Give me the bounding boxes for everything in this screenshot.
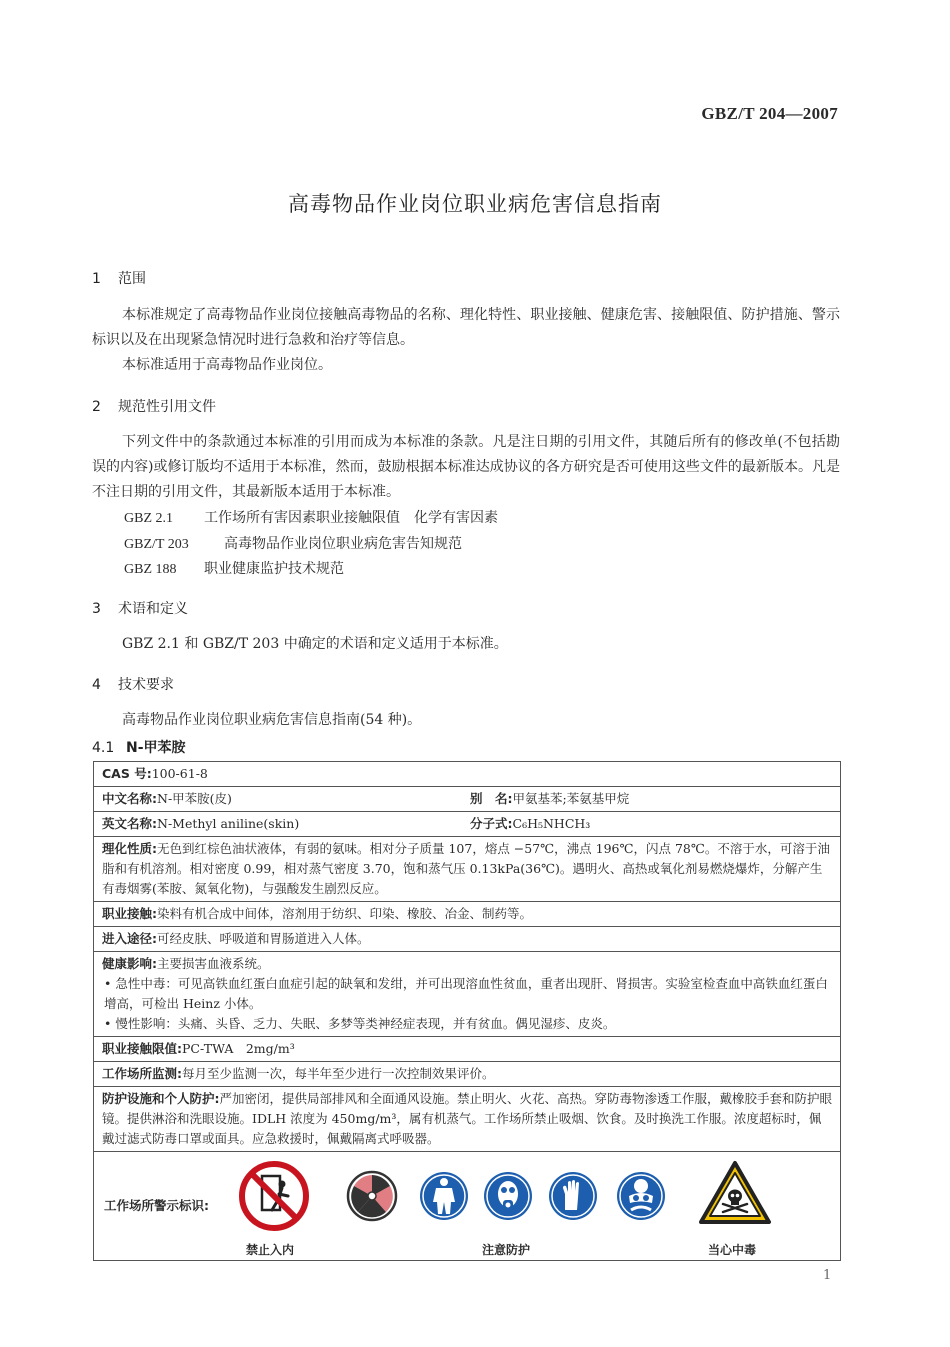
table-row <box>94 927 841 952</box>
cas-value: 100-61-8 <box>151 766 208 781</box>
cas-label: CAS 号: <box>102 766 152 781</box>
table-row <box>94 1062 841 1087</box>
section-title: 技术要求 <box>118 677 174 693</box>
table-row <box>94 1152 841 1261</box>
chinese-name-value: N-甲苯胺(皮) <box>157 791 232 806</box>
toxic-caution-caption: 当心中毒 <box>708 1243 757 1257</box>
protection-value: 严加密闭，提供局部排风和全面通风设施。禁止明火、火花、高热。穿防毒物渗透工作服，戴橡胶手套和防护眼镜。提供淋浴和洗眼设施。IDLH 浓度为 450mg/m³，属有机蒸气。工作场所禁止吸烟、饮食。及时换洗工作服。浓度超标时，佩戴过滤式防毒口罩或面具。应急救援时，佩戴隔离式呼吸器。 <box>102 1091 833 1146</box>
warning-signs-label: 工作场所警示标识: <box>104 1198 209 1213</box>
reference-item <box>124 533 462 553</box>
physical-properties-label: 理化性质: <box>102 841 157 856</box>
chronic-effects-text: • 慢性影响：头痛、头昏、乏力、失眠、多梦等类神经症表现，并有贫血。偶见湿疹、皮炎。 <box>104 1016 616 1031</box>
page-number: 1 <box>823 1268 832 1283</box>
english-name-label: 英文名称: <box>102 816 157 831</box>
caution-trefoil-icon <box>346 1170 398 1222</box>
english-name-value: N-Methyl aniline(skin) <box>157 816 300 831</box>
subsection-number: 4.1 <box>92 740 115 756</box>
entry-route-label: 进入途径: <box>102 931 157 946</box>
occupational-contact-value: 染料有机合成中间体，溶剂用于纺织、印染、橡胶、冶金、制药等。 <box>157 906 533 921</box>
gas-mask-icon <box>482 1170 534 1222</box>
exposure-limit-label: 职业接触限值: <box>102 1041 182 1056</box>
section-title: 术语和定义 <box>118 601 188 617</box>
alias-label: 别 名: <box>470 791 513 806</box>
reference-item <box>124 507 498 527</box>
section-number: 3 <box>92 601 101 617</box>
protection-label: 防护设施和个人防护: <box>102 1091 220 1106</box>
no-entry-caption: 禁止入内 <box>246 1243 295 1257</box>
section-1-paragraph-1 <box>92 303 840 353</box>
section-4-paragraph-1 <box>92 708 840 733</box>
safety-goggles-icon <box>615 1170 667 1222</box>
standard-code: GBZ/T 204—2007 <box>701 104 838 123</box>
section-title: 范围 <box>118 271 146 287</box>
warning-signs-panel <box>94 1152 840 1260</box>
section-3-heading <box>92 598 188 618</box>
chinese-name-label: 中文名称: <box>102 791 157 806</box>
no-entry-sign-icon <box>238 1160 310 1232</box>
reference-code: GBZ 2.1 <box>124 511 173 526</box>
protective-suit-icon <box>418 1170 470 1222</box>
table-row <box>94 762 841 787</box>
table-row <box>94 1037 841 1062</box>
health-effects-label: 健康影响: <box>102 956 157 971</box>
section-number: 2 <box>92 399 101 415</box>
subsection-title: N-甲苯胺 <box>126 740 186 756</box>
section-number: 4 <box>92 677 101 693</box>
reference-title: 工作场所有害因素职业接触限值 化学有害因素 <box>204 510 498 526</box>
monitoring-value: 每月至少监测一次，每半年至少进行一次控制效果评价。 <box>182 1066 495 1081</box>
document-title: 高毒物品作业岗位职业病危害信息指南 <box>288 192 662 216</box>
reference-title: 高毒物品作业岗位职业病危害告知规范 <box>224 536 462 552</box>
hazard-info-table <box>93 761 841 1261</box>
table-row <box>94 1087 841 1152</box>
table-row <box>94 787 841 812</box>
paragraph-text: 本标准规定了高毒物品作业岗位接触高毒物品的名称、理化特性、职业接触、健康危害、接触限值、防护措施、警示标识以及在出现紧急情况时进行急救和治疗等信息。 <box>92 307 840 348</box>
table-row <box>94 812 841 837</box>
protective-gloves-icon <box>547 1170 599 1222</box>
section-1-heading <box>92 268 146 288</box>
table-row <box>94 837 841 902</box>
section-3-paragraph-1 <box>92 632 840 657</box>
caution-protection-caption: 注意防护 <box>482 1243 531 1257</box>
formula-label: 分子式: <box>470 816 513 831</box>
table-row <box>94 902 841 927</box>
toxic-warning-icon <box>698 1160 772 1226</box>
physical-properties-value: 无色到红棕色油状液体，有弱的氨味。相对分子质量 107，熔点 −57℃，沸点 196℃，闪点 78℃。不溶于水，可溶于油脂和有机溶剂。相对密度 0.99，相对蒸气密度 3.70，饱和蒸气压 0.13kPa(36℃)。遇明火、高热或氧化剂易燃烧爆炸，分解产生有毒烟雾(苯胺、氮氧化物)，与强酸发生剧烈反应。 <box>102 841 830 896</box>
section-2-paragraph-1 <box>92 430 840 505</box>
subsection-4-1-heading <box>92 737 186 757</box>
section-number: 1 <box>92 271 101 287</box>
section-1-paragraph-2 <box>92 353 840 378</box>
entry-route-value: 可经皮肤、呼吸道和胃肠道进入人体。 <box>157 931 370 946</box>
monitoring-label: 工作场所监测: <box>102 1066 182 1081</box>
reference-code: GBZ 188 <box>124 562 177 577</box>
section-2-heading <box>92 396 216 416</box>
table-row <box>94 952 841 1037</box>
alias-value: 甲氨基苯;苯氨基甲烷 <box>512 791 630 806</box>
paragraph-text: 高毒物品作业岗位职业病危害信息指南(54 种)。 <box>122 712 422 728</box>
paragraph-text: 下列文件中的条款通过本标准的引用而成为本标准的条款。凡是注日期的引用文件，其随后所有的修改单(不包括勘误的内容)或修订版均不适用于本标准，然而，鼓励根据本标准达成协议的各方研究是否可使用这些文件的最新版本。凡是不注日期的引用文件，其最新版本适用于本标准。 <box>92 434 840 500</box>
section-4-heading <box>92 674 174 694</box>
acute-poisoning-text: • 急性中毒：可见高铁血红蛋白血症引起的缺氧和发绀，并可出现溶血性贫血，重者出现肝、肾损害。实验室检查血中高铁血红蛋白增高，可检出 Heinz 小体。 <box>104 976 828 1011</box>
reference-title: 职业健康监护技术规范 <box>204 561 344 577</box>
paragraph-text: 本标准适用于高毒物品作业岗位。 <box>122 357 332 373</box>
formula-value: C₆H₅NHCH₃ <box>512 816 591 831</box>
section-title: 规范性引用文件 <box>118 399 216 415</box>
reference-item <box>124 558 344 578</box>
exposure-limit-value: PC-TWA 2mg/m³ <box>182 1041 295 1056</box>
occupational-contact-label: 职业接触: <box>102 906 157 921</box>
paragraph-text: GBZ 2.1 和 GBZ/T 203 中确定的术语和定义适用于本标准。 <box>122 636 508 652</box>
health-effects-value: 主要损害血液系统。 <box>157 956 270 971</box>
reference-code: GBZ/T 203 <box>124 537 189 552</box>
